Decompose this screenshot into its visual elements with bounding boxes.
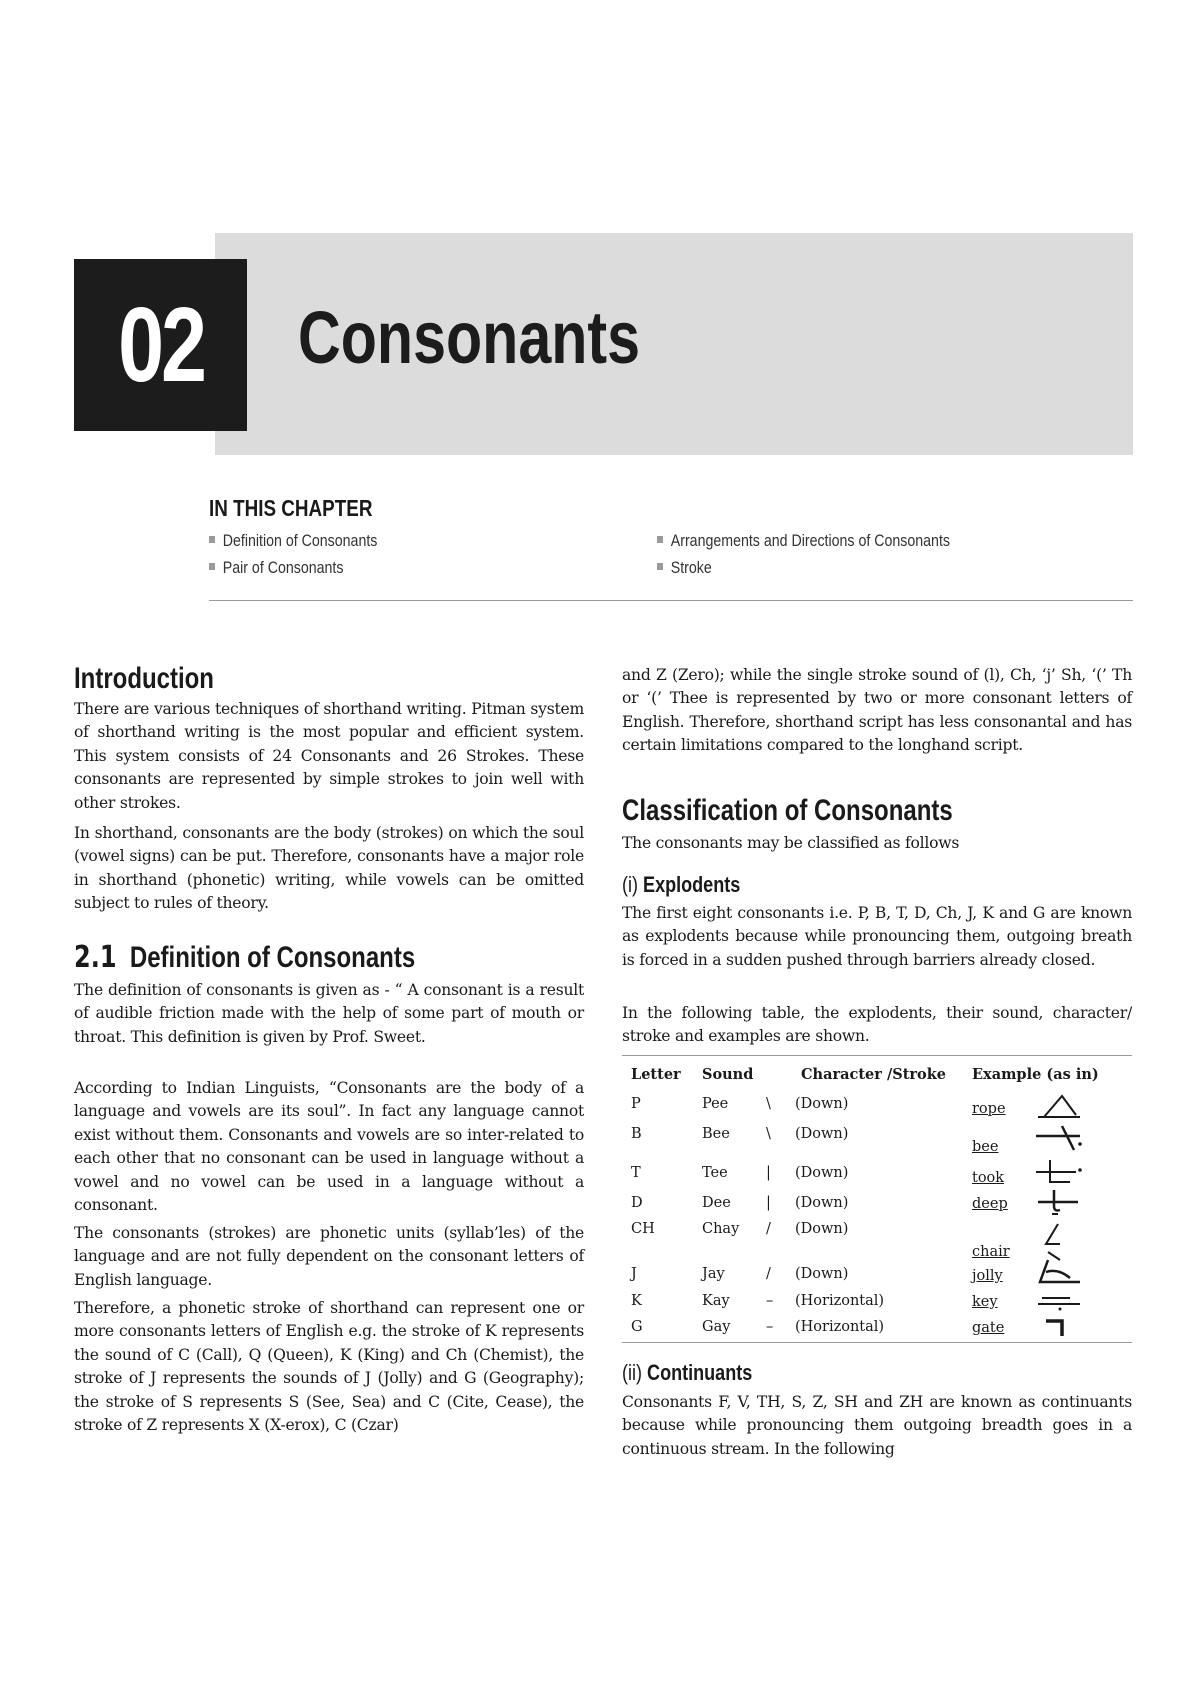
- bullet-square-icon: [657, 563, 663, 570]
- table-cell-example: gate: [972, 1320, 1005, 1336]
- continued-paragraph: and Z (Zero); while the single stroke sound of (l), Ch, ‘j’ Sh, ‘(’ Th or ‘(’ Thee is represented by two or more consonant letters of English. Therefore, shorthand script has less consonantal and has certain limitations compared to the longhand script.: [622, 666, 1132, 755]
- table-cell-letter: T: [631, 1165, 641, 1181]
- table-cell-direction: (Down): [795, 1096, 849, 1112]
- table-cell-direction: (Horizontal): [795, 1319, 885, 1335]
- in-this-chapter-heading: IN THIS CHAPTER: [209, 495, 373, 521]
- table-cell-sound: Kay: [702, 1293, 730, 1309]
- table-cell-mark: \: [766, 1096, 771, 1112]
- table-cell-direction: (Down): [795, 1195, 849, 1211]
- took-stroke-icon: [1034, 1158, 1084, 1188]
- chapter-number: 02: [117, 285, 204, 404]
- section-number: 2.1: [74, 940, 117, 975]
- jolly-stroke-icon: [1036, 1258, 1082, 1286]
- table-cell-letter: B: [631, 1126, 642, 1142]
- table-cell-sound: Tee: [702, 1165, 728, 1181]
- table-cell-letter: D: [631, 1195, 643, 1211]
- table-rule-top: [622, 1055, 1132, 1056]
- table-cell-letter: K: [631, 1293, 642, 1309]
- table-cell-example: deep: [972, 1196, 1008, 1212]
- table-cell-direction: (Down): [795, 1221, 849, 1237]
- table-cell-letter: J: [631, 1266, 637, 1282]
- table-cell-mark: |: [766, 1165, 771, 1181]
- section-title: Definition of Consonants: [129, 941, 416, 974]
- table-cell-sound: Bee: [702, 1126, 730, 1142]
- table-cell-letter: CH: [631, 1221, 655, 1237]
- table-cell-mark: /: [766, 1266, 771, 1282]
- rope-stroke-icon: [1036, 1092, 1082, 1120]
- table-cell-sound: Jay: [702, 1266, 725, 1282]
- chapter-topic-item: Pair of Consonants: [209, 559, 343, 578]
- subsection-heading: (ii) Continuants: [622, 1360, 753, 1385]
- table-cell-example: rope: [972, 1101, 1006, 1117]
- classification-paragraph: The consonants may be classified as follows: [622, 834, 960, 852]
- table-cell-sound: Chay: [702, 1221, 740, 1237]
- definition-paragraph: Therefore, a phonetic stroke of shorthand can represent one or more consonants letters of English e.g. the stroke of K represents the sound of C (Call), Q (Queen), K (King) and Ch (Chemist), the stroke of J represents the sounds of J (Jolly) and G (Geography); the stroke of S represents S (See, Sea) and C (Cite, Cease), the stroke of Z represents X (X-erox), C (Czar): [74, 1299, 584, 1435]
- divider: [209, 600, 1133, 601]
- table-cell-mark: /: [766, 1221, 771, 1237]
- table-header: Letter: [631, 1066, 681, 1083]
- table-cell-example: took: [972, 1170, 1005, 1186]
- table-header: Sound: [702, 1066, 754, 1083]
- table-cell-direction: (Down): [795, 1126, 849, 1142]
- bullet-square-icon: [657, 536, 663, 543]
- table-cell-example: chair: [972, 1244, 1010, 1260]
- chapter-number-box: [74, 259, 247, 431]
- bee-stroke-icon: [1034, 1124, 1084, 1154]
- table-cell-mark: –: [766, 1293, 774, 1309]
- table-cell-example: bee: [972, 1139, 999, 1155]
- deep-stroke-icon: [1036, 1188, 1082, 1218]
- table-header: Character /Stroke: [801, 1066, 946, 1083]
- explodents-paragraph: In the following table, the explodents, their sound, character/ stroke and examples are shown.: [622, 1004, 1132, 1046]
- table-cell-example: key: [972, 1294, 998, 1310]
- chapter-title: Consonants: [298, 296, 641, 379]
- table-cell-letter: G: [631, 1319, 643, 1335]
- chapter-topic-item: Definition of Consonants: [209, 532, 377, 551]
- explodents-paragraph: The first eight consonants i.e. P, B, T, D, Ch, J, K and G are known as explodents because while pronouncing them, outgoing breath is forced in a sudden pushed through barriers already closed.: [622, 904, 1132, 969]
- definition-paragraph: The consonants (strokes) are phonetic units (syllab’les) of the language and are not fully dependent on the consonant letters of English language.: [74, 1224, 584, 1289]
- table-cell-example: jolly: [972, 1268, 1003, 1284]
- gate-stroke-icon: [1044, 1316, 1068, 1338]
- table-rule-bottom: [622, 1342, 1132, 1343]
- table-cell-mark: –: [766, 1319, 774, 1335]
- continuants-paragraph: Consonants F, V, TH, S, Z, SH and ZH are known as continuants because while pronouncing them outgoing breadth goes in a continuous stream. In the following: [622, 1393, 1132, 1458]
- introduction-heading: Introduction: [74, 662, 214, 695]
- table-cell-sound: Dee: [702, 1195, 731, 1211]
- definition-paragraph: According to Indian Linguists, “Consonants are the body of a language and vowels are its soul”. In fact any language cannot exist without them. Consonants and vowels are so inter-related to each other that no consonant can be used in language without a vowel and no vowel can be used in a language without a consonant.: [74, 1079, 584, 1215]
- table-header: Example (as in): [972, 1066, 1099, 1083]
- classification-heading: Classification of Consonants: [622, 794, 953, 827]
- bullet-square-icon: [209, 536, 215, 543]
- chapter-topic-item: Stroke: [657, 559, 712, 578]
- table-cell-sound: Gay: [702, 1319, 731, 1335]
- intro-paragraph: There are various techniques of shorthand writing. Pitman system of shorthand writing is the most popular and efficient system. This system consists of 24 Consonants and 26 Strokes. These consonants are represented by simple strokes to join well with other strokes.: [74, 700, 584, 812]
- key-stroke-icon: [1036, 1292, 1082, 1312]
- table-cell-letter: P: [631, 1096, 641, 1112]
- definition-paragraph: The definition of consonants is given as - “ A consonant is a result of audible friction made with the help of some part of mouth or throat. This definition is given by Prof. Sweet.: [74, 981, 584, 1046]
- table-cell-mark: |: [766, 1195, 771, 1211]
- table-cell-mark: \: [766, 1126, 771, 1142]
- section-heading: [74, 940, 415, 975]
- subsection-heading: (i) Explodents: [622, 872, 741, 897]
- table-cell-direction: (Down): [795, 1165, 849, 1181]
- table-cell-direction: (Down): [795, 1266, 849, 1282]
- table-cell-direction: (Horizontal): [795, 1293, 885, 1309]
- chapter-topic-item: Arrangements and Directions of Consonants: [657, 532, 950, 551]
- bullet-square-icon: [209, 563, 215, 570]
- intro-paragraph: In shorthand, consonants are the body (strokes) on which the soul (vowel signs) can be put. Therefore, consonants have a major role in shorthand (phonetic) writing, while vowels can be omitted subject to rules of theory.: [74, 824, 584, 913]
- table-cell-sound: Pee: [702, 1096, 729, 1112]
